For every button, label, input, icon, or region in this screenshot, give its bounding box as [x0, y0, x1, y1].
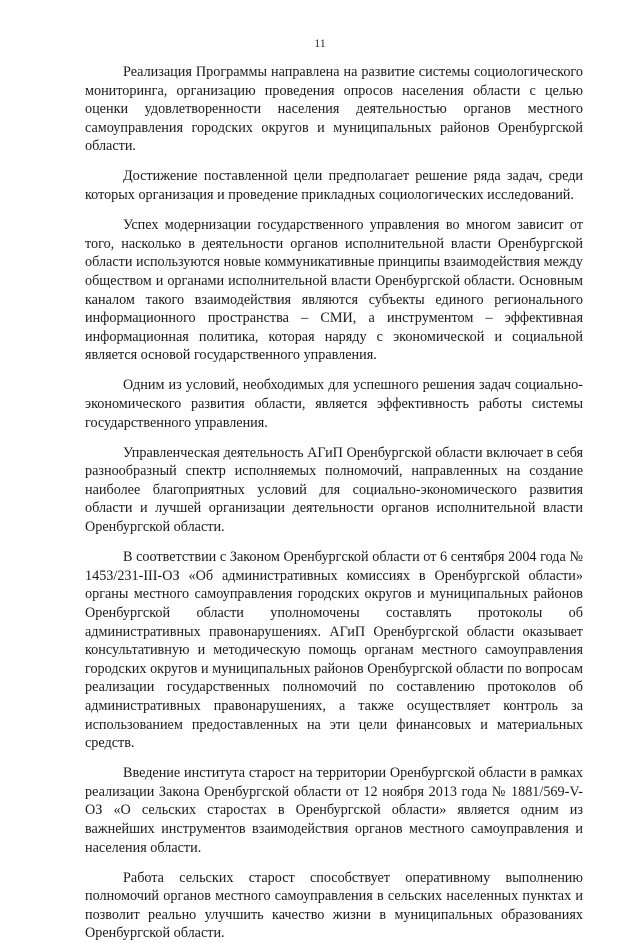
paragraph-law-commissions: В соответствии с Законом Оренбургской области от 6 сентября 2004 года № 1453/231-III-ОЗ «Об административных комиссиях в Оренбургской области» органы местного самоуправления городских округов и муниципальных районов Оренбургской области уполномочены составлять протоколы об административных правонарушениях. АГиП Оренбургской области оказывает консультативную и методическую помощь органам местного самоуправления городских округов и муниципальных районов Оренбургской области по вопросам реализации государственных полномочий по составлению протоколов об административных правонарушениях, а также осуществляет контроль за использованием предоставленных на эти цели финансовых и материальных средств.	[85, 549, 583, 752]
paragraph-conditions: Одним из условий, необходимых для успешного решения задач социально-экономического развития области, является эффективность работы системы государственного управления.	[85, 377, 583, 431]
page-number: 11	[314, 36, 326, 50]
paragraph-village-elders: Введение института старост на территории Оренбургской области в рамках реализации Закона Оренбургской области от 12 ноября 2013 года № 1881/569-V-ОЗ «О сельских старостах в Оренбургской области» является одним из важнейших инструментов взаимодействия органов местного самоуправления и населения области.	[85, 765, 583, 856]
paragraph-tasks: Достижение поставленной цели предполагает решение ряда задач, среди которых организация и проведение прикладных социологических исследований.	[85, 168, 583, 204]
paragraph-elders-work: Работа сельских старост способствует оперативному выполнению полномочий органов местного самоуправления в сельских населенных пунктах и позволит реально улучшить качество жизни в муниципальных образованиях Оренбургской области.	[85, 869, 583, 942]
document-body	[85, 63, 583, 943]
paragraph-program-goal: Реализация Программы направлена на развитие системы социологического мониторинга, организацию проведения опросов населения области с целью оценки удовлетворенности населения деятельностью органов местного самоуправления городских округов и муниципальных районов Оренбургской области.	[85, 64, 583, 155]
paragraph-modernization: Успех модернизации государственного управления во многом зависит от того, насколько в деятельности органов исполнительной власти Оренбургской области используются новые коммуникативные принципы взаимодействия между обществом и органами исполнительной власти Оренбургской области. Основным каналом такого взаимодействия являются субъекты единого регионального информационного пространства – СМИ, а инструментом – эффективная информационная политика, которая наряду с экономической и социальной является основой государственного управления.	[85, 217, 583, 364]
paragraph-agip-activity: Управленческая деятельность АГиП Оренбургской области включает в себя разнообразный спектр исполняемых полномочий, направленных на создание наиболее благоприятных условий для социально-экономического развития области и лучшей организации деятельности органов исполнительной власти Оренбургской области.	[85, 444, 583, 536]
